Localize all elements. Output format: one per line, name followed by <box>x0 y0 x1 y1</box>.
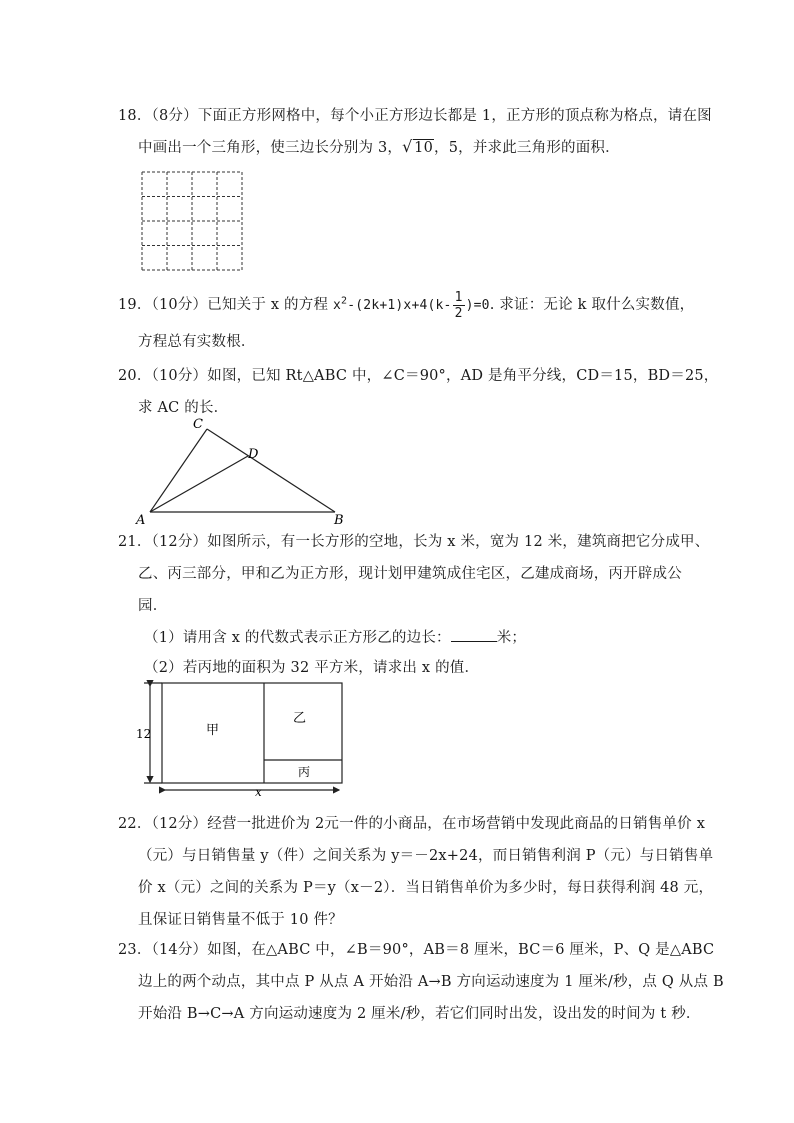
q22-line2: （元）与日销售量 y（件）之间关系为 y＝－2x+24，而日销售利润 P（元）与日销售单 <box>138 848 714 864</box>
label-d: D <box>248 447 259 462</box>
sqrt-radicand: 10 <box>414 140 433 156</box>
eq-x: x <box>332 298 341 313</box>
q21-sub1-post: 米； <box>496 630 527 646</box>
frac-numerator: 1 <box>454 290 463 305</box>
q21-line2: 乙、丙三部分，甲和乙为正方形，现计划甲建筑成住宅区，乙建成商场，丙开辟成公 <box>138 566 682 582</box>
q19-suffix: . 求证：无论 k 取什么实数值， <box>489 297 695 313</box>
q19-line1 <box>118 290 694 321</box>
q18-line2-pre: 中画出一个三角形，使三边长分别为 3， <box>138 140 403 156</box>
q22-line1: 22．（12分）经营一批进价为 2元一件的小商品，在市场营销中发现此商品的日销售单价 x <box>118 816 706 832</box>
grid-figure <box>140 170 244 272</box>
eq-exponent: 2 <box>341 295 348 307</box>
frac-denominator: 2 <box>454 306 463 321</box>
label-12: 12 <box>136 727 152 741</box>
eq-middle: -(2k+1)x+4(k- <box>347 298 452 313</box>
land-figure <box>132 678 348 798</box>
q21-sub1-pre: （1）请用含 x 的代数式表示正方形乙的边长： <box>144 630 451 646</box>
q19-equation <box>332 290 490 321</box>
side-cb <box>207 429 335 512</box>
q19-prefix: 19．（10分）已知关于 x 的方程 <box>118 297 333 313</box>
q23-line3: 开始沿 B→C→A 方向运动速度为 2 厘米/秒，若它们同时出发，设出发的时间为 t 秒． <box>138 1006 701 1022</box>
answer-blank <box>451 629 497 642</box>
q18-line1: 18．（8分）下面正方形网格中，每个小正方形边长都是 1，正方形的顶点称为格点，请在图 <box>118 108 712 124</box>
outer-rect <box>162 683 342 783</box>
label-bing: 丙 <box>298 765 311 779</box>
label-b: B <box>334 513 344 528</box>
bisector-ad <box>150 456 248 512</box>
q21-sub1 <box>144 626 526 647</box>
eq-fraction <box>453 290 465 321</box>
q23-line1: 23．（14分）如图，在△ABC 中，∠B＝90°，AB＝8 厘米，BC＝6 厘米，P、Q 是△ABC <box>118 942 715 958</box>
triangle-figure <box>130 412 360 528</box>
label-jia: 甲 <box>206 723 220 738</box>
label-yi: 乙 <box>293 711 307 726</box>
label-c: C <box>193 417 203 432</box>
sqrt-10: √ 10 <box>402 137 433 156</box>
q21-line3: 园． <box>138 598 168 614</box>
label-a: A <box>136 513 146 528</box>
q18-line2-post: ，5，并求此三角形的面积． <box>434 140 620 156</box>
q18-line2 <box>138 136 620 157</box>
q22-line3: 价 x（元）之间的关系为 P＝y（x－2）．当日销售单价为多少时，每日获得利润 48 元， <box>138 880 714 896</box>
q23-line2: 边上的两个动点，其中点 P 从点 A 开始沿 A→B 方向运动速度为 1 厘米/秒，点 Q 从点 B <box>138 974 724 990</box>
q22-line4: 且保证日销售量不低于 10 件？ <box>138 912 343 928</box>
q21-line1: 21．（12分）如图所示，有一长方形的空地，长为 x 米，宽为 12 米，建筑商把它分成甲、 <box>118 534 710 550</box>
label-x: x <box>255 785 262 798</box>
q20-line1: 20．（10分）如图，已知 Rt△ABC 中，∠C＝90°，AD 是角平分线，CD＝15，BD＝25， <box>118 368 719 384</box>
q19-line2: 方程总有实数根． <box>138 334 256 350</box>
eq-end: )=0 <box>465 298 490 313</box>
side-ac <box>150 429 207 512</box>
q21-sub2: （2）若丙地的面积为 32 平方米，请求出 x 的值． <box>144 660 480 676</box>
q20-line2: 求 AC 的长． <box>138 400 229 416</box>
